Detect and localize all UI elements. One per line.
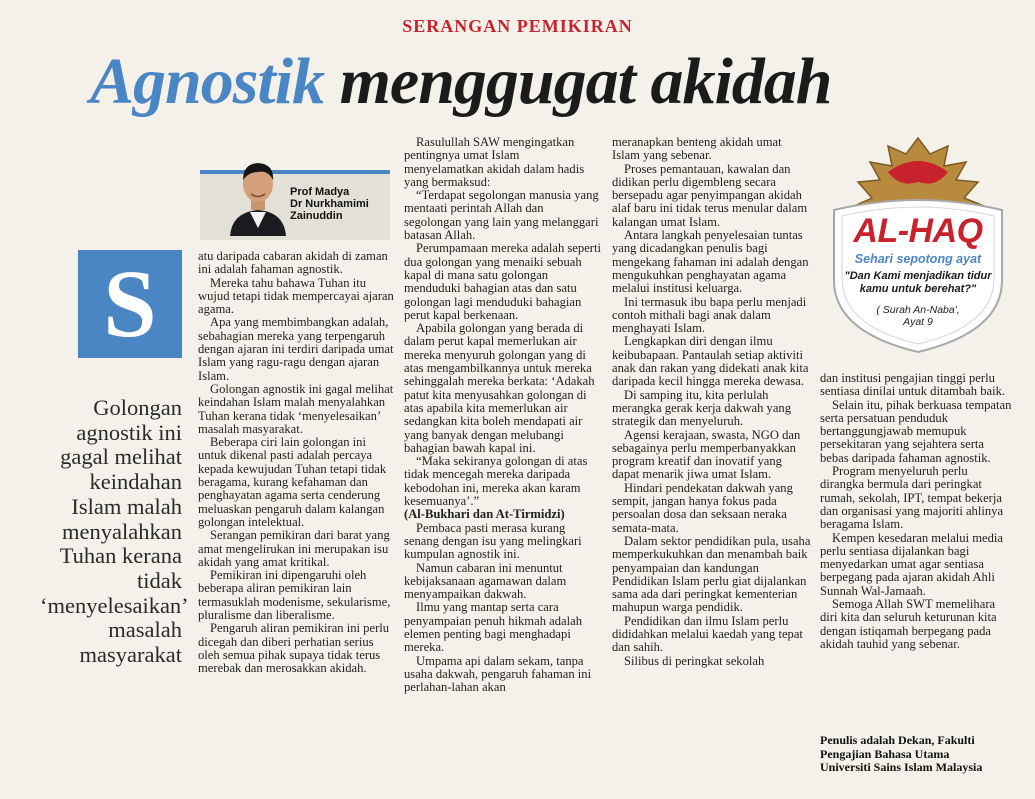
paragraph: “Terdapat segolongan manusia yang mentaati perintah Allah dan segolongan yang lain yang melanggari batasan Allah.: [404, 188, 599, 243]
pull-quote: Golongan agnostik ini gagal melihat keindahan Islam malah menyalahkan Tuhan kerana tidak ‘menyelesaikan’ masalah masyarakat: [40, 395, 189, 668]
badge-reference-line2: Ayat 9: [903, 316, 933, 328]
paragraph: atu daripada cabaran akidah di zaman ini adalah fahaman agnostik.: [198, 249, 388, 277]
article-column-3: [612, 136, 812, 668]
paragraph: Semoga Allah SWT memelihara diri kita dan seluruh keturunan kita dengan istiqamah berpegang pada akidah tauhid yang sebenar.: [820, 597, 997, 651]
badge-reference: [838, 304, 998, 328]
byline-line1: Penulis adalah Dekan, Fakulti: [820, 733, 975, 747]
paragraph: Pemikiran ini dipengaruhi oleh beberapa aliran pemikiran lain termasuklah modenisme, sekularisme, pluralisme dan liberalisme.: [198, 568, 391, 623]
paragraph: Serangan pemikiran dari barat yang amat mengelirukan ini merupakan isu akidah yang amat kritikal.: [198, 528, 390, 569]
author-name-line3: Zainuddin: [290, 210, 343, 222]
paragraph: Golongan agnostik ini gagal melihat keindahan Islam malah menyalahkan Tuhan kerana tidak ‘menyelesaikan’ masalah masyarakat.: [198, 381, 394, 436]
paragraph: Apa yang membimbangkan adalah, sebahagian mereka yang terpengaruh dengan ajaran ini terdiri daripada umat Islam yang ragu-ragu dengan ajaran Islam.: [198, 315, 394, 383]
paragraph: Program menyeluruh perlu dirangka bermula dari peringkat rumah, sekolah, IPT, tempat bekerja dan organisasi yang majoriti ahlinya beragama Islam.: [820, 464, 1004, 532]
byline-line3: Universiti Sains Islam Malaysia: [820, 760, 983, 774]
paragraph: Kempen kesedaran melalui media perlu sentiasa dijalankan bagi menyedarkan umat agar sentiasa berpegang pada ajaran akidah Ahli Sunnah Wal-Jamaah.: [820, 530, 1003, 598]
paragraph: Namun cabaran ini menuntut kebijaksanaan agamawan dalam menyampaikan dakwah.: [404, 560, 567, 602]
paragraph: Agensi kerajaan, swasta, NGO dan sebagainya perlu memperbanyakkan program kreatif dan inovatif yang dapat menarik jiwa umat Islam.: [612, 427, 801, 482]
headline-part1: Agnostik: [90, 45, 325, 118]
badge-quote: "Dan Kami menjadikan tidur kamu untuk berehat?": [844, 270, 992, 295]
author-name: [290, 186, 369, 222]
author-photo: [228, 150, 288, 236]
paragraph: Perumpamaan mereka adalah seperti dua golongan yang menaiki sebuah kapal di mana satu golongan menduduki bahagian atas dan satu golongan lagi menduduki bahagian perut kapal berkenaan.: [404, 241, 601, 322]
article-column-4: [820, 372, 1014, 651]
article-column-1: [198, 250, 394, 676]
paragraph: “Maka sekiranya golongan di atas tidak mencegah mereka daripada kebodohan ini, mereka akan karam kesemuanya’.”: [404, 454, 588, 509]
paragraph: meranapkan benteng akidah umat Islam yang sebenar.: [612, 135, 782, 163]
paragraph: Beberapa ciri lain golongan ini untuk dikenal pasti adalah percaya kepada kewujudan Tuhan tetapi tidak beragama, kurang kefahaman dan penghayatan agama serta cenderung meluaskan pengaruh dalam kalangan golongan intelektual.: [198, 435, 387, 529]
paragraph: Lengkapkan diri dengan ilmu keibubapaan. Pantaulah setiap aktiviti anak dan rakan yang didekati anak kita daripada kecil hingga mereka dewasa.: [612, 334, 809, 389]
author-name-line1: Prof Madya: [290, 186, 350, 198]
byline-line2: Pengajian Bahasa Utama: [820, 746, 950, 761]
badge-subtitle: Sehari sepotong ayat: [854, 252, 982, 266]
headline-part2: menggugat akidah: [339, 45, 832, 118]
author-name-line2: Dr Nurkhamimi: [290, 198, 369, 210]
hadith-source: (Al-Bukhari dan At-Tirmidzi): [404, 507, 565, 522]
paragraph: Pendidikan dan ilmu Islam perlu dididahkan melalui kaedah yang tepat dan sahih.: [612, 613, 803, 655]
paragraph: Rasulullah SAW mengingatkan pentingnya umat Islam menyelamatkan akidah dalam hadis yang bermaksud:: [404, 135, 585, 189]
dropcap: S: [78, 250, 182, 358]
paragraph: dan institusi pengajian tinggi perlu sentiasa dinilai untuk ditambah baik.: [820, 371, 1006, 399]
paragraph: Di samping itu, kita perlulah merangka gerak kerja dakwah yang strategik dan menyeluruh.: [612, 387, 792, 429]
paragraph: Dalam sektor pendidikan pula, usaha memperkukuhkan dan menambah baik penyampaian dan kandungan Pendidikan Islam perlu giat dijalankan sama ada dari peringkat kementerian mahupun warga pendidik.: [612, 533, 811, 615]
paragraph: Mereka tahu bahawa Tuhan itu wujud tetapi tidak mempercayai ajaran agama.: [198, 275, 394, 317]
author-byline: [820, 734, 1020, 775]
paragraph: Selain itu, pihak berkuasa tempatan serta persatuan penduduk bertanggungjawab memupuk persekitaran yang sejahtera serta bebas daripada fahaman agnostik.: [820, 397, 1012, 465]
paragraph: Umpama api dalam sekam, tanpa usaha dakwah, pengaruh fahaman ini perlahan-lahan akan: [404, 653, 592, 695]
paragraph: Ilmu yang mantap serta cara penyampaian penuh hikmah adalah elemen penting bagi menghadapi mereka.: [404, 600, 582, 655]
paragraph: Pengaruh aliran pemikiran ini perlu dicegah dan diberi perhatian serius oleh semua pihak supaya tidak terus merebak dan merosakkan akidah.: [198, 621, 390, 676]
paragraph: Proses pemantauan, kawalan dan didikan perlu digembleng secara bersepadu agar penyimpangan akidah alaf baru ini tidak terus menular dalam kalangan umat Islam.: [612, 161, 808, 229]
badge-title: AL-HAQ: [853, 212, 983, 250]
section-kicker: SERANGAN PEMIKIRAN: [402, 16, 633, 36]
headline: [90, 42, 832, 122]
paragraph: Ini termasuk ibu bapa perlu menjadi contoh mithali bagi anak dalam menghayati Islam.: [612, 294, 807, 336]
paragraph: Pembaca pasti merasa kurang senang dengan isu yang melingkari kumpulan agnostik ini.: [404, 520, 582, 562]
paragraph: Silibus di peringkat sekolah: [624, 653, 765, 668]
article-column-2: [404, 136, 602, 694]
badge-reference-line1: ( Surah An-Naba',: [876, 304, 960, 316]
paragraph: Apabila golongan yang berada di dalam perut kapal memerlukan air mereka menyuruh golongan yang di atas mengambilkannya untuk mereka sehinggalah mereka berkata: ‘Adakah patut kita menyusahkan golongan di atas apabila kita memerlukan air sedangkan kita boleh mendapati air yang banyak dengan melubangi bahagian bawah kapal ini.: [404, 321, 595, 455]
paragraph: Antara langkah penyelesaian tuntas yang dicadangkan penulis bagi mengekang fahaman ini adalah dengan mengukuhkan penghayatan agama melalui institusi keluarga.: [612, 228, 809, 296]
paragraph: Hindari pendekatan dakwah yang sempit, jangan hanya fokus pada persoalan dosa dan seksaan neraka semata-mata.: [612, 480, 793, 535]
